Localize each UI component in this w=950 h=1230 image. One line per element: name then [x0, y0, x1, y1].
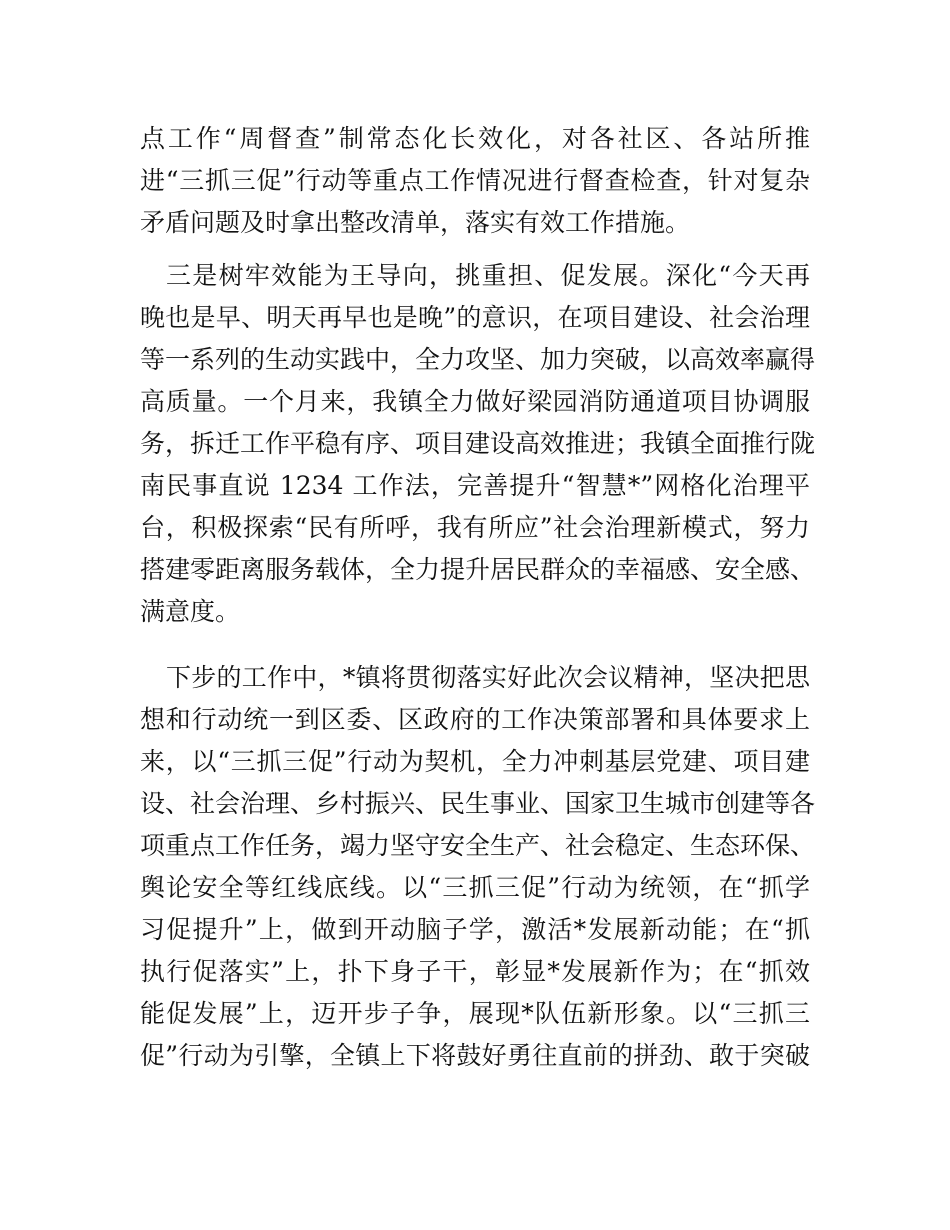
paragraph-line: 想和行动统一到区委、区政府的工作决策部署和具体要求上	[140, 705, 810, 734]
paragraph-line: 下步的工作中，*镇将贯彻落实好此次会议精神，坚决把思	[166, 663, 810, 692]
paragraph-line: 执行促落实”上，扑下身子干，彰显*发展新作为；在“抓效	[140, 957, 810, 986]
paragraph-continued-supervision	[140, 118, 810, 244]
paragraph-line: 晚也是早、明天再早也是晚”的意识，在项目建设、社会治理	[140, 303, 810, 332]
paragraph-line: 南民事直说 1234 工作法，完善提升“智慧*”网格化治理平	[140, 471, 810, 500]
paragraph-line: 设、社会治理、乡村振兴、民生事业、国家卫生城市创建等各	[140, 789, 816, 818]
paragraph-line: 满意度。	[140, 597, 241, 626]
paragraph-line: 高质量。一个月来，我镇全力做好梁园消防通道项目协调服	[140, 387, 810, 416]
paragraph-next-steps	[140, 657, 816, 1077]
paragraph-line: 台，积极探索“民有所呼，我有所应”社会治理新模式，努力	[140, 513, 810, 542]
paragraph-line: 搭建零距离服务载体，全力提升居民群众的幸福感、安全感、	[140, 555, 816, 584]
paragraph-line: 三是树牢效能为王导向，挑重担、促发展。深化“今天再	[166, 261, 810, 290]
paragraph-line: 进“三抓三促”行动等重点工作情况进行督查检查，针对复杂	[140, 166, 810, 195]
paragraph-line: 能促发展”上，迈开步子争，展现*队伍新形象。以“三抓三	[140, 999, 810, 1028]
paragraph-line: 促”行动为引擎，全镇上下将鼓好勇往直前的拼劲、敢于突破	[140, 1041, 810, 1070]
paragraph-line: 矛盾问题及时拿出整改清单，落实有效工作措施。	[140, 208, 691, 237]
paragraph-line: 点工作“周督查”制常态化长效化，对各社区、各站所推	[140, 124, 810, 153]
paragraph-line: 等一系列的生动实践中，全力攻坚、加力突破，以高效率赢得	[140, 345, 816, 374]
paragraph-line: 习促提升”上，做到开动脑子学，激活*发展新动能；在“抓	[140, 915, 810, 944]
paragraph-line: 项重点工作任务，竭力坚守安全生产、社会稳定、生态环保、	[140, 831, 816, 860]
paragraph-line: 来，以“三抓三促”行动为契机，全力冲刺基层党建、项目建	[140, 747, 810, 776]
paragraph-line: 务，拆迁工作平稳有序、项目建设高效推进；我镇全面推行陇	[140, 429, 816, 458]
paragraph-efficiency	[140, 255, 816, 633]
paragraph-line: 舆论安全等红线底线。以“三抓三促”行动为统领，在“抓学	[140, 873, 810, 902]
